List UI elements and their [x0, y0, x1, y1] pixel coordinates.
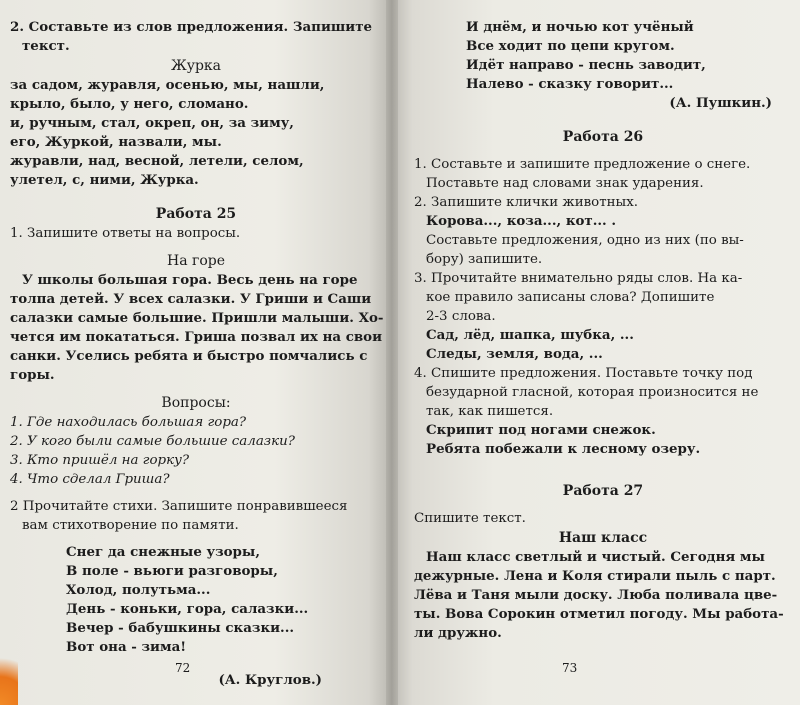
- work-26-heading: Работа 26: [562, 129, 644, 145]
- work-25-heading: Работа 25: [155, 206, 237, 222]
- right-page: [392, 0, 800, 705]
- nash-klass-line-2: дежурные. Лена и Коля стирали пыль с парт.: [414, 568, 776, 584]
- work-26-task-4-line-3: так, как пишется.: [426, 404, 554, 419]
- task-2b-line-1: 2 Прочитайте стихи. Запишите понравившееся: [10, 499, 348, 514]
- zhurka-words-6: улетел, с, ними, Журка.: [10, 172, 199, 188]
- pushkin-line-4: Налево - сказку говорит...: [466, 76, 674, 92]
- na-gore-title: На горе: [166, 253, 226, 269]
- work-26-task-1-line-1: 1. Составьте и запишите предложение о снеге.: [414, 157, 751, 172]
- nash-klass-line-5: ли дружно.: [414, 625, 502, 641]
- zhurka-words-3: и, ручным, стал, окреп, он, за зиму,: [10, 115, 294, 131]
- zhurka-words-2: крыло, было, у него, сломано.: [10, 96, 249, 112]
- nash-klass-title: Наш класс: [558, 530, 648, 546]
- question-4: 4. Что сделал Гриша?: [10, 472, 170, 487]
- poem-author: (А. Круглов.): [218, 672, 322, 688]
- poem-line-6: Вот она - зима!: [66, 639, 187, 655]
- task-2-line-2: текст.: [22, 38, 70, 54]
- work-26-task-2-cont-1: Составьте предложения, одно из них (по вы-: [426, 233, 744, 248]
- pushkin-line-2: Все ходит по цепи кругом.: [466, 38, 675, 54]
- zhurka-title: Журка: [170, 58, 222, 74]
- zhurka-words-4: его, Журкой, назвали, мы.: [10, 134, 222, 150]
- na-gore-line-6: горы.: [10, 367, 55, 383]
- zhurka-words-5: журавли, над, весной, летели, селом,: [10, 153, 304, 169]
- work-26-task-4-line-1: 4. Спишите предложения. Поставьте точку под: [414, 366, 753, 381]
- nash-klass-line-1: Наш класс светлый и чистый. Сегодня мы: [426, 549, 765, 565]
- nash-klass-line-3: Лёва и Таня мыли доску. Люба поливала цве-: [414, 587, 778, 603]
- na-gore-line-4: чется им покататься. Гриша позвал их на свои: [10, 329, 383, 345]
- pushkin-line-1: И днём, и ночью кот учёный: [466, 19, 694, 35]
- question-3: 3. Кто пришёл на горку?: [10, 453, 190, 468]
- na-gore-line-5: санки. Уселись ребята и быстро помчались с: [10, 348, 368, 364]
- task-2b-line-2: вам стихотворение по памяти.: [22, 518, 239, 533]
- work-25-task-1: 1. Запишите ответы на вопросы.: [10, 226, 241, 241]
- work-26-task-3-line-3: 2-3 слова.: [426, 309, 496, 324]
- poem-line-5: Вечер - бабушкины сказки...: [66, 620, 295, 636]
- question-2: 2. У кого были самые большие салазки?: [10, 434, 295, 449]
- work-26-task-4-sentence-1: Скрипит под ногами снежок.: [426, 422, 656, 438]
- zhurka-words-1: за садом, журавля, осенью, мы, нашли,: [10, 77, 325, 93]
- work-26-task-1-line-2: Поставьте над словами знак ударения.: [426, 176, 704, 191]
- pushkin-line-3: Идёт направо - песнь заводит,: [466, 57, 706, 73]
- na-gore-line-3: салазки самые большие. Пришли малыши. Хо-: [10, 310, 384, 326]
- page-number-left: 72: [175, 661, 191, 675]
- task-2-line-1: 2. Составьте из слов предложения. Запишите: [10, 19, 373, 35]
- nash-klass-line-4: ты. Вова Сорокин отметил погоду. Мы работа-: [414, 606, 784, 622]
- page-number-right: 73: [562, 661, 578, 675]
- work-26-task-3-line-1: 3. Прочитайте внимательно ряды слов. На ка-: [414, 271, 743, 286]
- work-27-heading: Работа 27: [562, 483, 644, 499]
- questions-title: Вопросы:: [161, 395, 231, 411]
- work-26-task-4-sentence-2: Ребята побежали к лесному озеру.: [426, 441, 701, 457]
- work-26-task-2-example: Корова..., коза..., кот... .: [426, 213, 617, 229]
- na-gore-line-1: У школы большая гора. Весь день на горе: [22, 272, 358, 288]
- work-27-task: Спишите текст.: [414, 511, 526, 526]
- left-page: [0, 0, 392, 705]
- book-spine-shadow: [386, 0, 398, 705]
- work-26-task-3-row-2: Следы, земля, вода, ...: [426, 346, 603, 362]
- na-gore-line-2: толпа детей. У всех салазки. У Гриши и Саши: [10, 291, 372, 307]
- work-26-task-3-line-2: кое правило записаны слова? Допишите: [426, 290, 715, 305]
- pushkin-author: (А. Пушкин.): [669, 95, 772, 111]
- poem-line-1: Снег да снежные узоры,: [66, 544, 261, 560]
- question-1: 1. Где находилась большая гора?: [10, 415, 247, 430]
- poem-line-2: В поле - вьюги разговоры,: [66, 563, 278, 579]
- poem-line-4: День - коньки, гора, салазки...: [66, 601, 309, 617]
- work-26-task-3-row-1: Сад, лёд, шапка, шубка, ...: [426, 327, 634, 343]
- work-26-task-2: 2. Запишите клички животных.: [414, 195, 639, 210]
- poem-line-3: Холод, полутьма...: [66, 582, 211, 598]
- background-orange-edge: [0, 645, 18, 705]
- work-26-task-4-line-2: безударной гласной, которая произносится не: [426, 385, 759, 400]
- work-26-task-2-cont-2: бору) запишите.: [426, 252, 543, 267]
